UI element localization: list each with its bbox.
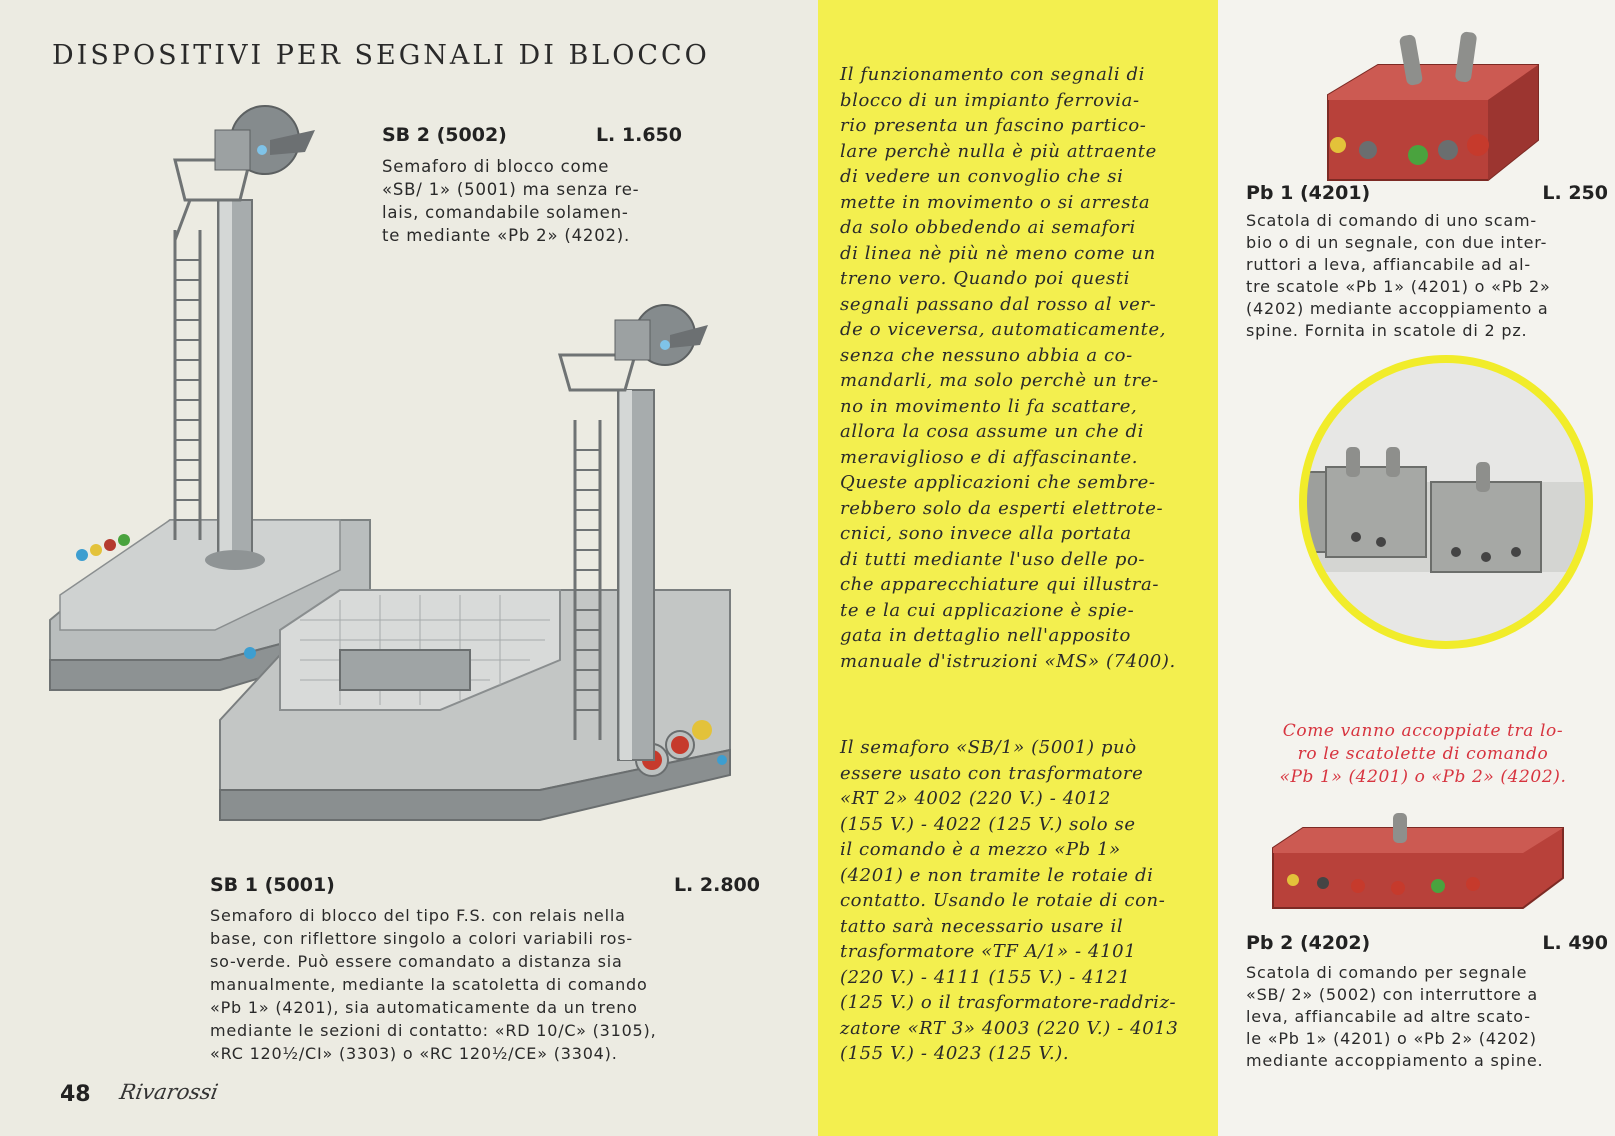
- coupling-caption: Come vanno accoppiate tra lo- ro le scatolette di comando «Pb 1» (4201) o «Pb 2» (4202).: [1279, 721, 1567, 787]
- sb1-price: L. 2.800: [673, 874, 760, 896]
- coupling-circle-image: [1276, 352, 1615, 652]
- yellow-panel: [818, 0, 1218, 1136]
- page-number: 48: [60, 1082, 91, 1107]
- pb2-box-illustration: [1263, 808, 1583, 928]
- sb1-description: Semaforo di blocco del tipo F.S. con relais nella base, con riflettore singolo a colori variabili ros- so-verde. Può essere comandato a distanza sia manualmente, mediante la scatoletta di comando «Pb 1» (4201), sia automaticamente da un treno mediante le sezioni di contatto: «RD 10/C» (3105), «RC 120½/CI» (3303) o «RC 120½/CE» (3304).: [210, 906, 657, 1063]
- transformer-paragraph: Il semaforo «SB/1» (5001) può essere usato con trasformatore «RT 2» 4002 (220 V.) - 4012 (155 V.) - 4022 (125 V.) solo se il comando è a mezzo «Pb 1» (4201) e non tramite le rotaie di contatto. Usando le rotaie di con- tatto sarà necessario usare il trasformatore «TF A/1» - 4101 (220 V.) - 4111 (155 V.) - 4121 (125 V.) o il trasformatore-raddriz- zatore «RT 3» 4003 (220 V.) - 4013 (155 V.) - 4023 (125 V.).: [840, 737, 1179, 1064]
- sb2-price: L. 1.650: [595, 124, 682, 146]
- pb2-description: Scatola di comando per segnale «SB/ 2» (5002) con interruttore a leva, affiancabile ad altre scato- le «Pb 1» (4201) o «Pb 2» (4202) mediante accoppiamento a spine.: [1246, 963, 1544, 1070]
- sb2-description: Semaforo di blocco come «SB/ 1» (5001) ma senza re- lais, comandabile solamen- te mediante «Pb 2» (4202).: [382, 157, 640, 245]
- pb2-price: L. 490: [1542, 932, 1608, 954]
- sb1-code: SB 1 (5001): [210, 874, 335, 896]
- signal-illustration: [40, 100, 780, 900]
- pb1-code: Pb 1 (4201): [1246, 182, 1371, 204]
- sb2-code: SB 2 (5002): [382, 124, 507, 146]
- pb1-description: Scatola di comando di uno scam- bio o di un segnale, con due inter- ruttori a leva, affiancabile ad al- tre scatole «Pb 1» (4201) o «Pb 2» (4202) mediante accoppiamento a spine. Fornita in scatole di 2 pz.: [1246, 211, 1551, 340]
- right-column: [1218, 0, 1615, 1136]
- pb1-price: L. 250: [1542, 182, 1608, 204]
- pb2-code: Pb 2 (4202): [1246, 932, 1371, 954]
- page-title: DISPOSITIVI PER SEGNALI DI BLOCCO: [52, 40, 710, 71]
- pb1-box-illustration: [1308, 20, 1558, 190]
- intro-paragraph: Il funzionamento con segnali di blocco di un impianto ferrovia- rio presenta un fascino partico- lare perchè nulla è più attraente di vedere un convoglio che si mette in movimento o si arresta da solo obbedendo ai semafori di linea nè più nè meno come un treno vero. Quando poi questi segnali passano dal rosso al ver- de o viceversa, automaticamente, senza che nessuno abbia a co- mandarli, ma solo perchè un tre- no in movimento li fa scattare, allora la cosa assume un che di meraviglioso e di affascinante. Queste applicazioni che sembre- rebbero solo da esperti elettrote- cnici, sono invece alla portata di tutti mediante l'uso delle po- che apparecchiature qui illustra- te e la cui applicazione è spie- gata in dettaglio nell'apposito manuale d'istruzioni «MS» (7400).: [840, 64, 1176, 672]
- brand-logo: Rivarossi: [117, 1080, 220, 1104]
